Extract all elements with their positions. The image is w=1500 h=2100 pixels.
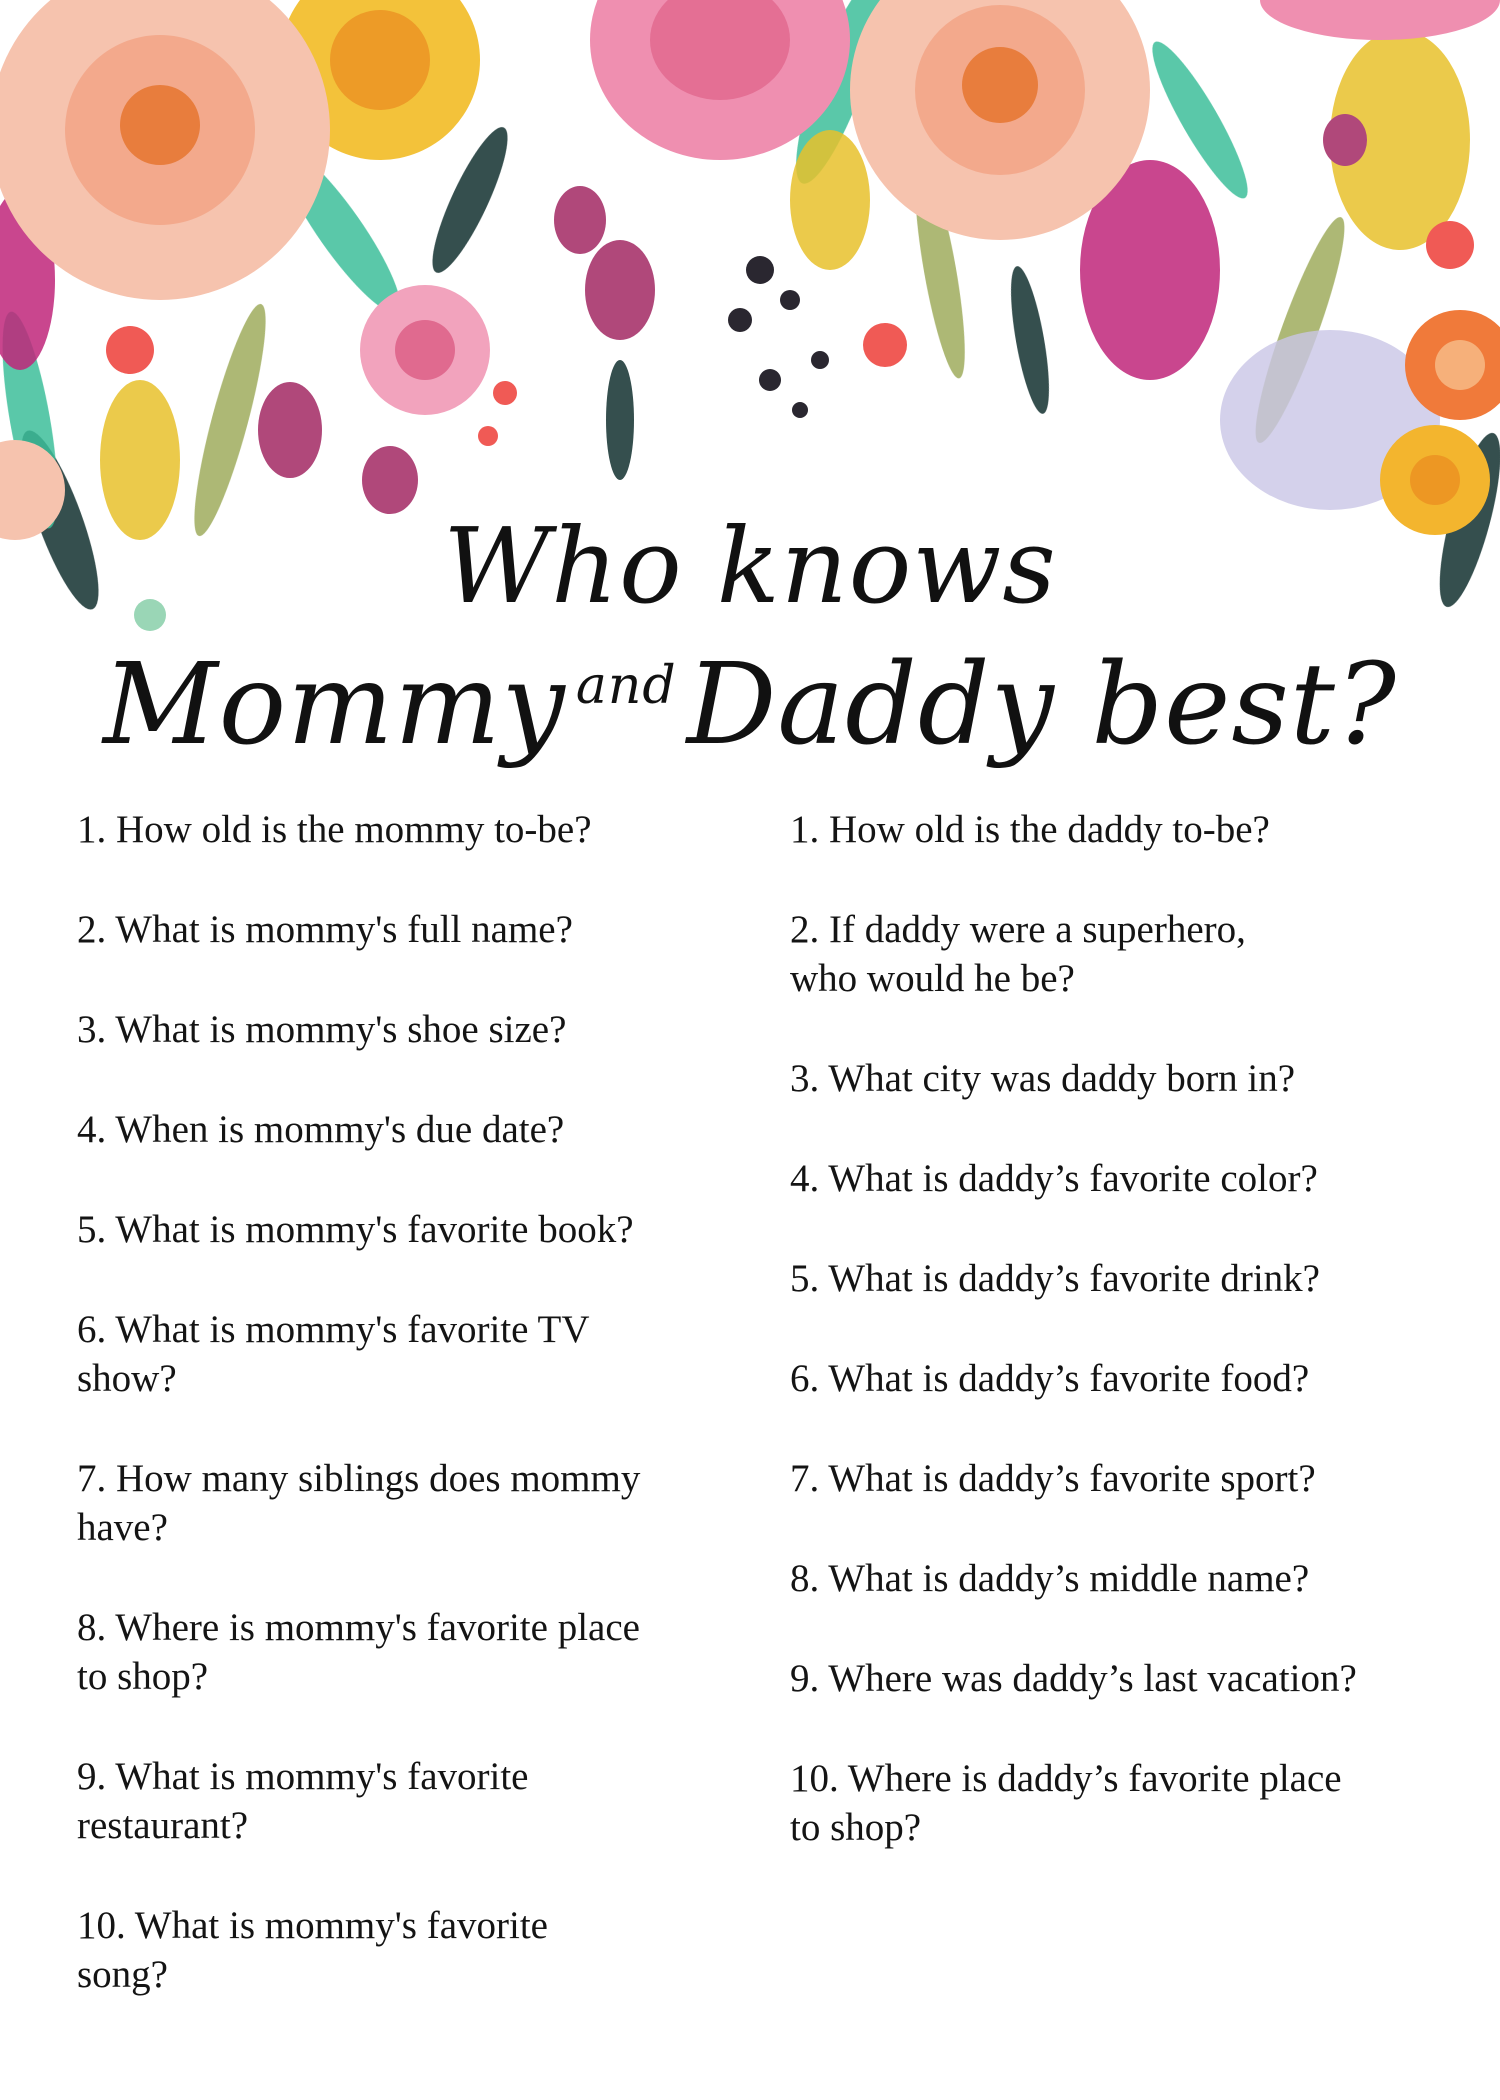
- mommy-question-9: 9. What is mommy's favorite restaurant?: [77, 1755, 529, 1847]
- daddy-questions-list: [790, 805, 1460, 1903]
- mommy-question-1: 1. How old is the mommy to-be?: [77, 808, 592, 851]
- title-line-1: Who knows: [443, 505, 1057, 627]
- title-and: and: [575, 656, 677, 716]
- daddy-question-4: 4. What is daddy’s favorite color?: [790, 1157, 1318, 1200]
- mommy-question-8: 8. Where is mommy's favorite place to shop?: [77, 1606, 640, 1698]
- mommy-question-10: 10. What is mommy's favorite song?: [77, 1904, 548, 1996]
- mommy-question-2: 2. What is mommy's full name?: [77, 908, 573, 951]
- daddy-question-6: 6. What is daddy’s favorite food?: [790, 1357, 1310, 1400]
- title-mommy: Mommy: [103, 640, 566, 770]
- mommy-question-3: 3. What is mommy's shoe size?: [77, 1008, 567, 1051]
- daddy-question-5: 5. What is daddy’s favorite drink?: [790, 1257, 1320, 1300]
- mommy-questions-list: [77, 805, 737, 2050]
- mommy-question-4: 4. When is mommy's due date?: [77, 1108, 565, 1151]
- daddy-question-3: 3. What city was daddy born in?: [790, 1057, 1296, 1100]
- mommy-question-7: 7. How many siblings does mommy have?: [77, 1457, 641, 1549]
- daddy-question-9: 9. Where was daddy’s last vacation?: [790, 1657, 1357, 1700]
- title-daddy-best: Daddy best?: [686, 640, 1397, 770]
- daddy-question-1: 1. How old is the daddy to-be?: [790, 808, 1270, 851]
- daddy-question-7: 7. What is daddy’s favorite sport?: [790, 1457, 1316, 1500]
- daddy-question-2: 2. If daddy were a superhero, who would he be?: [790, 908, 1246, 1000]
- daddy-question-8: 8. What is daddy’s middle name?: [790, 1557, 1310, 1600]
- daddy-question-10: 10. Where is daddy’s favorite place to shop?: [790, 1757, 1342, 1849]
- mommy-question-6: 6. What is mommy's favorite TV show?: [77, 1308, 590, 1400]
- title-line-2: [0, 640, 1500, 770]
- mommy-question-5: 5. What is mommy's favorite book?: [77, 1208, 634, 1251]
